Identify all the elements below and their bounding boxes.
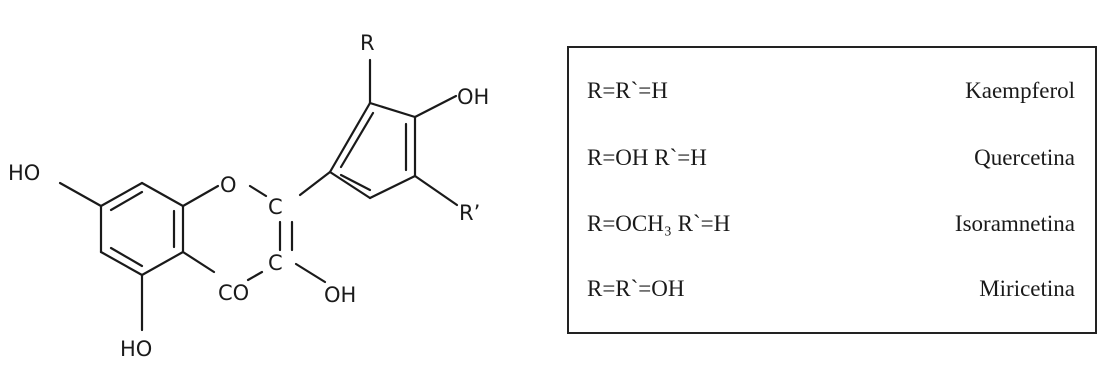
label-ring-oxygen: O — [220, 173, 237, 197]
legend-row-quercetina — [587, 145, 1075, 175]
legend-formula: R=R`=OH — [587, 276, 685, 301]
legend-compound-name: Isoramnetina — [954, 211, 1075, 236]
label-c3: C — [268, 251, 283, 275]
label-oh-c3: OH — [324, 283, 357, 307]
legend-formula: R=R`=H — [587, 78, 668, 103]
ring-b — [330, 103, 415, 198]
legend-compound-name: Kaempferol — [965, 78, 1075, 103]
bond-oh-c3 — [296, 264, 325, 282]
legend-row-miricetina — [587, 276, 1075, 306]
legend-formula: R=OCH₃ R`=H — [587, 211, 731, 236]
legend-row-kaempferol — [587, 78, 1075, 108]
bond-ho-left — [60, 183, 101, 206]
substituent-legend — [567, 46, 1097, 334]
bond-c2-ringb — [300, 172, 330, 195]
label-ho-bottom: HO — [120, 337, 153, 361]
label-oh-top: OH — [457, 85, 490, 109]
label-c2: C — [268, 195, 283, 219]
legend-compound-name: Quercetina — [974, 145, 1075, 170]
bond-oh-top — [415, 96, 456, 117]
legend-formula: R=OH R`=H — [587, 145, 707, 170]
label-co: CO — [218, 281, 250, 305]
legend-row-isoramnetina — [587, 211, 1075, 241]
bond-r-prime — [415, 176, 457, 205]
ring-a — [101, 183, 183, 275]
label-r: R — [360, 31, 375, 55]
label-r-prime: R’ — [459, 201, 481, 225]
label-ho-left: HO — [8, 161, 41, 185]
legend-compound-name: Miricetina — [979, 276, 1075, 301]
